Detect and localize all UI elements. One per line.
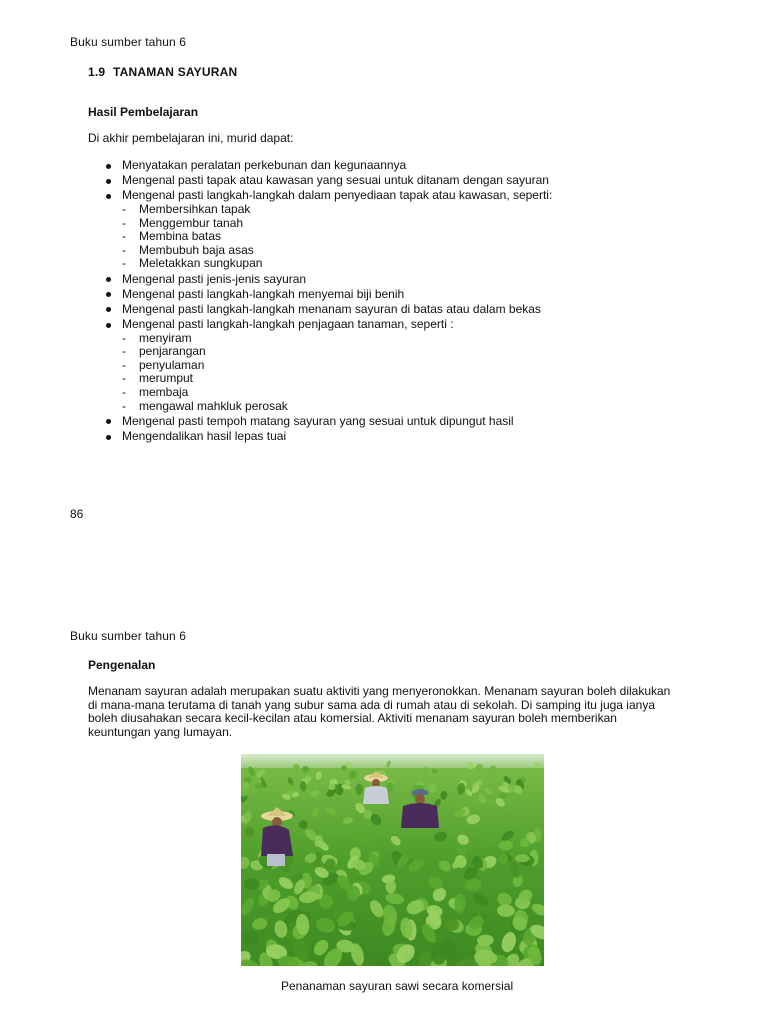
outcome-item	[105, 430, 705, 444]
outcome-subitem: - Membersihkan tapak	[122, 203, 705, 217]
outcome-text: Mengenal pasti langkah-langkah penjagaan tanaman, seperti :	[122, 317, 454, 332]
outcome-subitem: - Membubuh baja asas	[122, 244, 705, 258]
outcome-item	[105, 273, 705, 287]
outcome-item	[105, 415, 705, 429]
outcome-text: Mengenal pasti tempoh matang sayuran yang sesuai untuk dipungut hasil	[122, 413, 514, 428]
outcome-item	[105, 318, 705, 413]
outcome-text: Mengenal pasti langkah-langkah menyemai biji benih	[122, 286, 405, 301]
outcome-text: Mengenal pasti tapak atau kawasan yang sesuai untuk ditanam dengan sayuran	[122, 173, 549, 188]
outcome-subitem: - Membina batas	[122, 230, 705, 244]
outcome-subitem: - membaja	[122, 386, 705, 400]
outcome-subitem: - penyulaman	[122, 359, 705, 373]
outcomes-list	[105, 159, 705, 445]
outcome-text: Mengenal pasti jenis-jenis sayuran	[122, 271, 307, 286]
outcome-text: Mengenal pasti langkah-langkah menanam sayuran di batas atau dalam bekas	[122, 301, 541, 316]
intro-paragraph: Menanam sayuran adalah merupakan suatu aktiviti yang menyeronokkan. Menanam sayuran boleh dilakukan di mana-mana terutama di tanah yang subur sama ada di rumah atau di sekolah. Di samping itu juga ianya boleh diusahakan secara kecil-kecilan atau komersial. Aktiviti menanam sayuran boleh memberikan keuntungan yang lumayan.	[88, 684, 671, 739]
outcomes-intro: Di akhir pembelajaran ini, murid dapat:	[88, 131, 294, 145]
outcome-subitems	[122, 332, 705, 414]
outcome-item	[105, 189, 705, 271]
outcomes-heading: Hasil Pembelajaran	[88, 105, 199, 119]
page-number: 86	[70, 507, 84, 521]
outcome-subitem: - mengawal mahkluk perosak	[122, 400, 705, 414]
page1-header: Buku sumber tahun 6	[70, 35, 186, 49]
outcome-subitems	[122, 203, 705, 271]
outcome-subitem: - Meletakkan sungkupan	[122, 257, 705, 271]
field-illustration	[241, 754, 544, 966]
outcome-subitem: - menyiram	[122, 332, 705, 346]
outcome-text: Mengenal pasti langkah-langkah dalam penyediaan tapak atau kawasan, seperti:	[122, 188, 553, 203]
outcome-text: Menyatakan peralatan perkebunan dan kegunaannya	[122, 158, 407, 172]
farmer-middle	[363, 771, 389, 804]
vegetable-field-photo	[241, 754, 544, 966]
outcome-item	[105, 288, 705, 302]
outcome-item	[105, 303, 705, 317]
outcome-item	[105, 174, 705, 188]
intro-heading: Pengenalan	[88, 658, 156, 672]
photo-caption: Penanaman sayuran sawi secara komersial	[281, 979, 514, 993]
outcome-subitem: - penjarangan	[122, 345, 705, 359]
outcome-item	[105, 159, 705, 173]
leaf-shape	[515, 854, 530, 862]
page2-header: Buku sumber tahun 6	[70, 629, 186, 643]
outcome-text: Mengendalikan hasil lepas tuai	[122, 429, 287, 444]
section-title	[88, 65, 237, 79]
outcome-subitem: - Menggembur tanah	[122, 217, 705, 231]
outcome-subitem: - merumput	[122, 372, 705, 386]
section-number: 1.9	[88, 65, 106, 79]
section-title-text: TANAMAN SAYURAN	[113, 65, 238, 79]
